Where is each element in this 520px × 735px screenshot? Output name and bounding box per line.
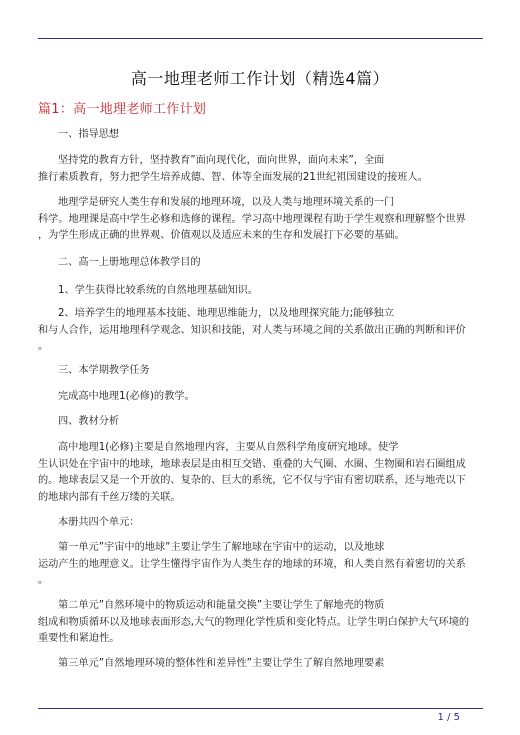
paragraph-line: ，为学生形成正确的世界观、价值观以及适应未来的生存和发展打下必要的基础。	[38, 230, 405, 241]
footer-rule	[38, 708, 483, 709]
paragraph-line: 第二单元”自然环境中的物质运动和能量交换”主要让学生了解地壳的物质	[58, 600, 385, 611]
paragraph	[38, 656, 483, 673]
paragraph-line: 第三单元”自然地理环境的整体性和差异性”主要让学生了解自然地理要素	[58, 658, 385, 669]
paragraph	[38, 195, 483, 245]
paragraph-line: 三、本学期教学任务	[58, 365, 150, 376]
paragraph-line: 2、培养学生的地理基本技能、地理思维能力，以及地理探究能力;能够独立	[58, 308, 394, 319]
paragraph-line: 和与人合作，运用地理科学观念、知识和技能，对人类与环境之间的关系做出正确的判断和评价	[38, 324, 466, 336]
section-heading: 篇1：高一地理老师工作计划	[38, 102, 207, 117]
paragraph-line: 。	[38, 341, 49, 352]
document-title: 高一地理老师工作计划（精选4篇）	[130, 69, 390, 88]
paragraph-line: 高中地理1(必修)主要是自然地理内容，主要从自然科学角度研究地球。使学	[58, 442, 399, 453]
paragraph	[38, 414, 483, 431]
paragraph-line: 的地球内部有千丝万缕的关联。	[38, 491, 181, 503]
paragraph-line: 地理学是研究人类生存和发展的地理环境，以及人类与地理环境关系的一门	[58, 197, 395, 208]
paragraph-line: 运动产生的地理意义。让学生懂得宇宙作为人类生存的地球的环境，和人类自然有着密切的关系	[38, 558, 466, 570]
paragraph-line: 二、高一上册地理总体教学目的	[58, 257, 201, 268]
paragraph	[38, 255, 483, 272]
paragraph-line: 完成高中地理1(必修)的教学。	[58, 391, 195, 402]
paragraph-line: 生认识处在宇宙中的地球，地球表层是由相互交错、重叠的大气圈、水圈、生物圈和岩石圈组成	[38, 458, 466, 470]
page-number: 1 / 5	[437, 712, 460, 723]
paragraph-line: 科学。地理课是高中学生必修和选修的课程。学习高中地理课程有助于学生观察和理解整个世界	[38, 213, 466, 225]
paragraph	[38, 283, 483, 300]
paragraph	[38, 598, 483, 648]
paragraph-line: 推行素质教育，努力把学生培养成德、智、体等全面发展的21世纪祖国建设的接班人。	[38, 171, 428, 183]
paragraph	[38, 153, 483, 186]
paragraph	[38, 515, 483, 532]
paragraph	[38, 440, 483, 506]
paragraph	[38, 389, 483, 406]
paragraph-line: 组成和物质循环以及地球表面形态,大气的物理化学性质和变化特点。让学生明白保护大气环境的	[38, 616, 470, 628]
paragraph-line: 1、学生获得比较系统的自然地理基础知识。	[58, 285, 259, 296]
header-rule	[38, 38, 483, 39]
paragraph-line: 第一单元”宇宙中的地球”主要让学生了解地球在宇宙中的运动，以及地球	[58, 542, 385, 553]
paragraph-line: 本册共四个单元：	[58, 517, 140, 528]
paragraph-line: 一、指导思想	[58, 129, 120, 140]
paragraph	[38, 540, 483, 590]
paragraph-line: 。	[38, 575, 49, 586]
paragraph-line: 四、教材分析	[58, 416, 120, 427]
paragraph-line: 重要性和紧迫性。	[38, 633, 120, 644]
paragraph	[38, 306, 483, 356]
paragraph	[38, 127, 483, 144]
paragraph-line: 的。地球表层又是一个开放的、复杂的、巨大的系统，它不仅与宇宙有密切联系，还与地壳以下	[38, 475, 466, 486]
paragraph	[38, 363, 483, 380]
paragraph-line: 坚持党的教育方针，坚持教育”面向现代化，面向世界，面向未来”，全面	[58, 155, 385, 166]
